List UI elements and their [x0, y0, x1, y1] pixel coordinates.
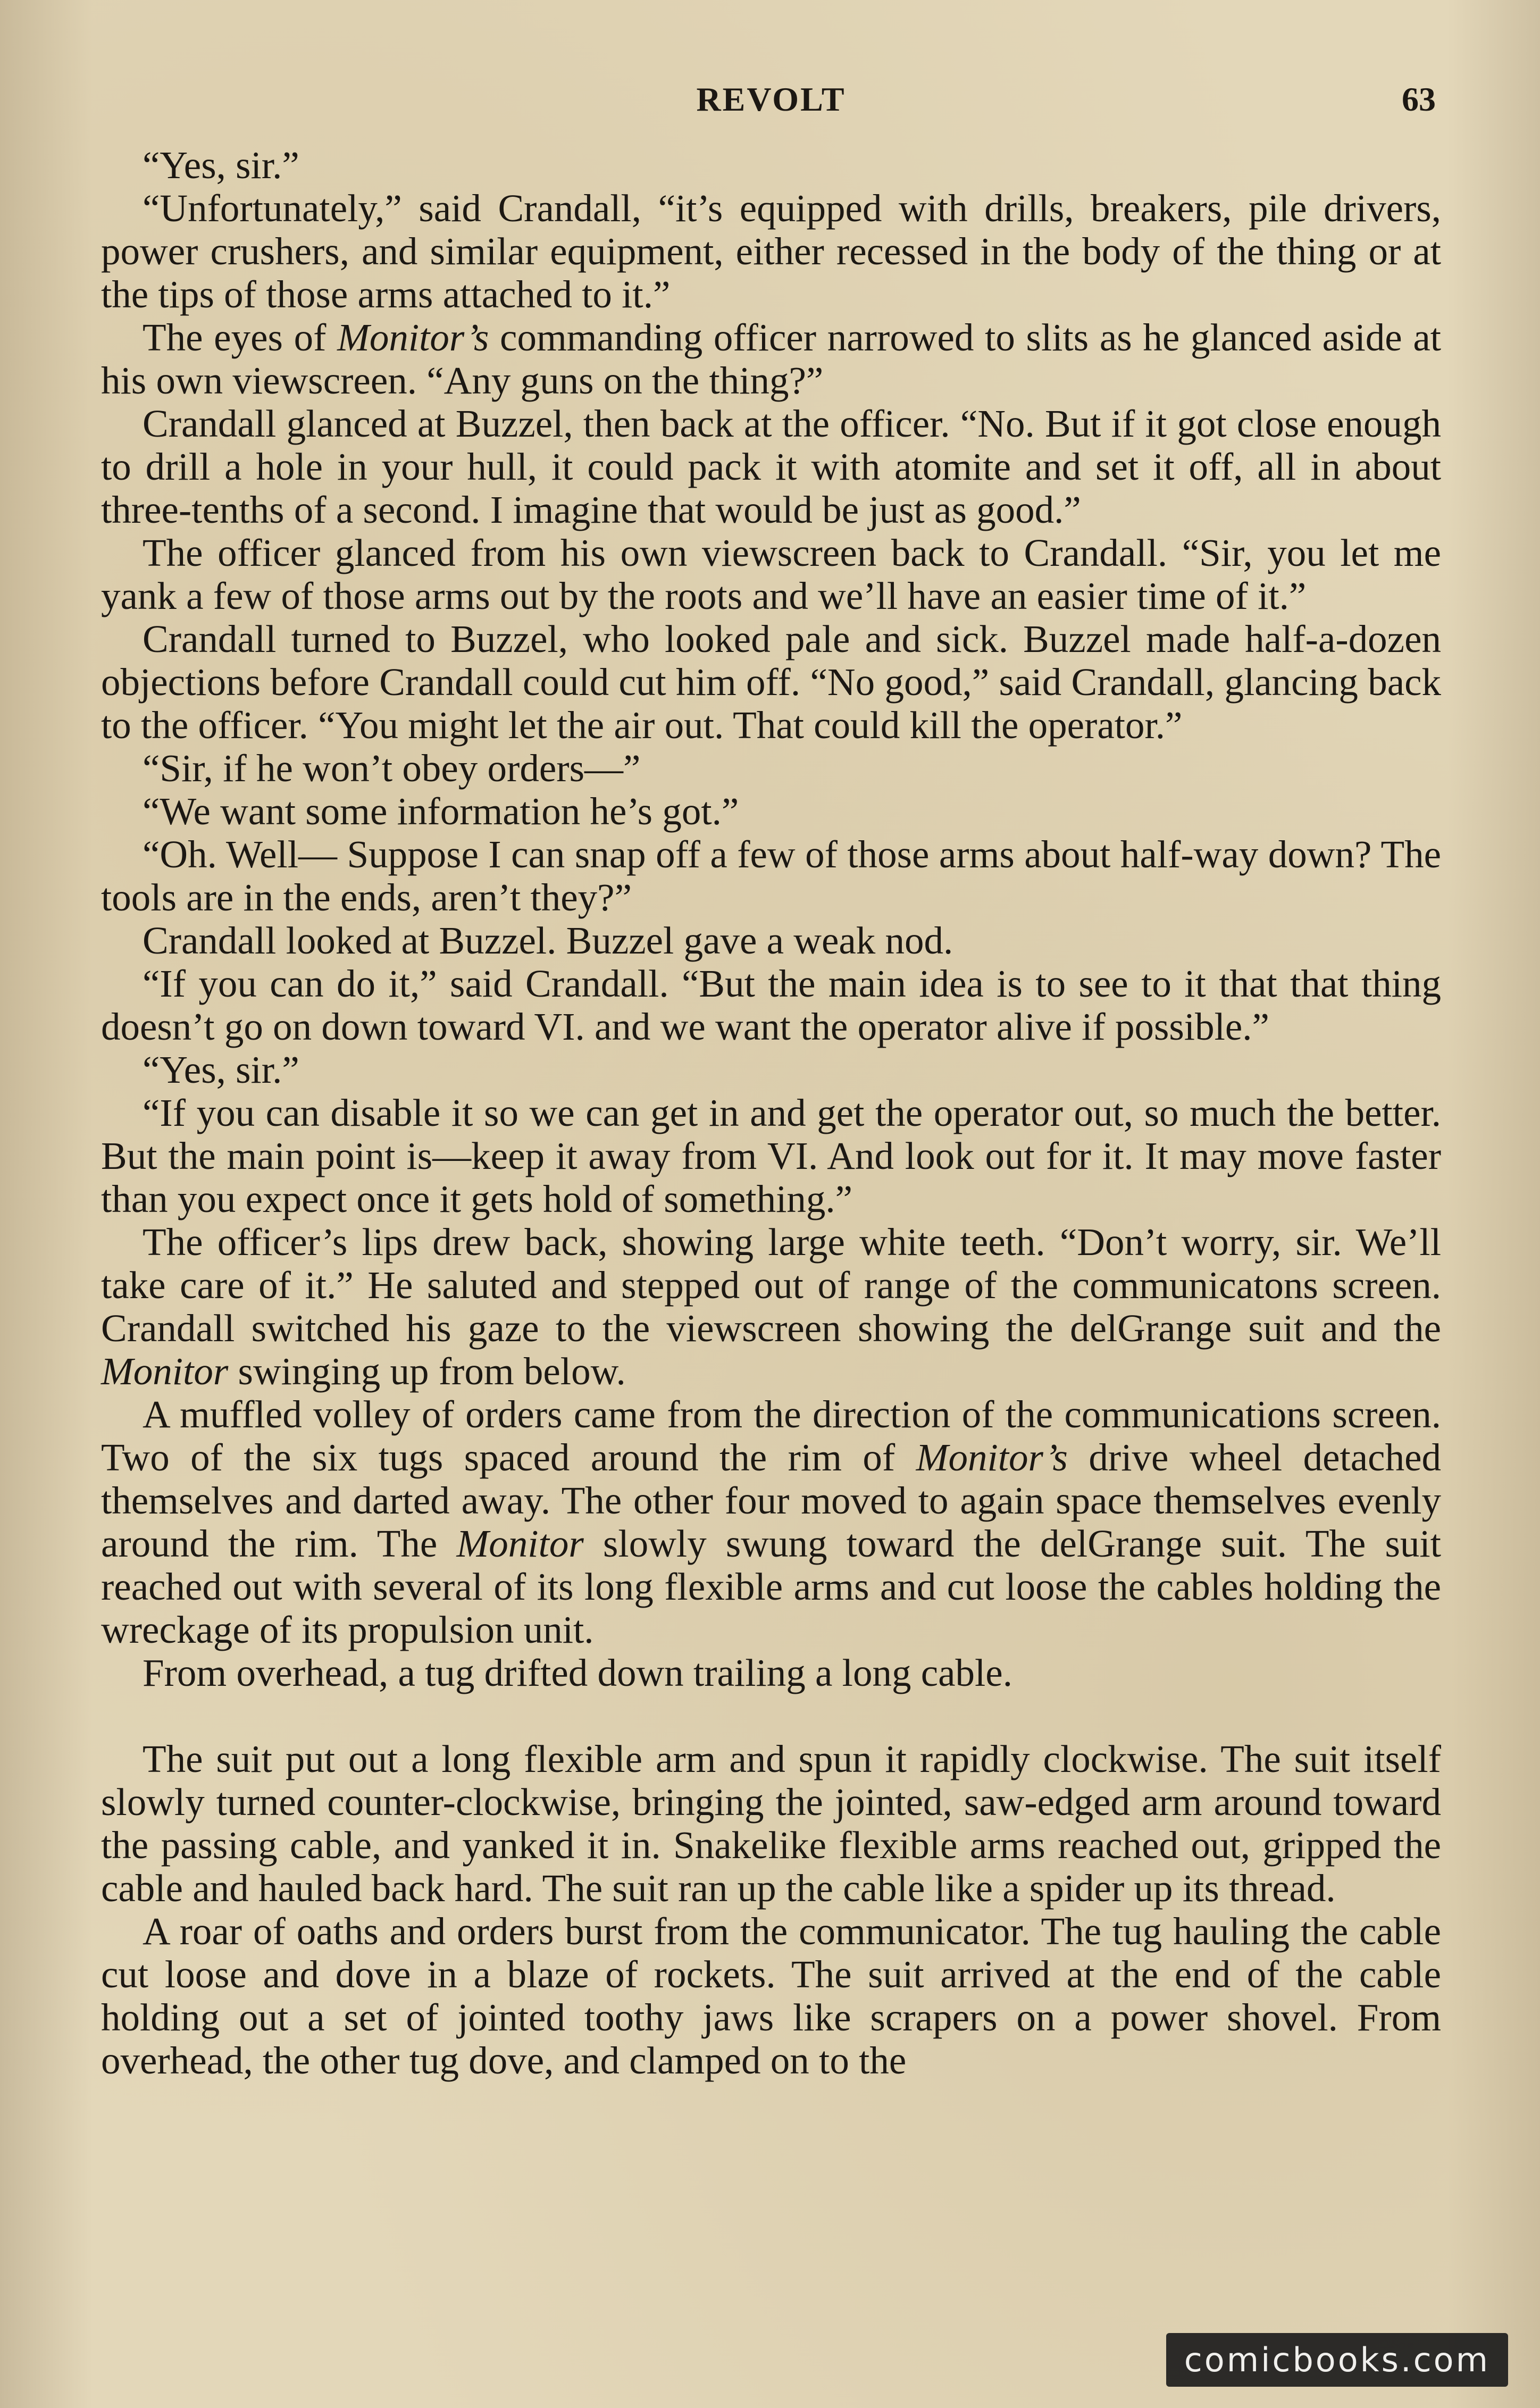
- paragraph: [101, 1393, 1441, 1651]
- text-run: drive wheel detached themselves and darted away. The other four moved to again space themselves evenly around the rim. The: [101, 1436, 1441, 1565]
- text-run: Crandall looked at Buzzel. Buzzel gave a weak nod.: [143, 919, 953, 962]
- paragraph: [101, 747, 1441, 790]
- paragraph: [101, 1220, 1441, 1393]
- text-run: Crandall glanced at Buzzel, then back at the officer. “No. But if it got close enough to drill a hole in your hull, it could pack it with atomite and set it off, all in about three-tenths of a second. I imagine that would be just as good.”: [101, 402, 1441, 531]
- text-run: The officer glanced from his own viewscreen back to Crandall. “Sir, you let me yank a few of those arms out by the roots and we’ll have an easier time of it.”: [101, 531, 1441, 617]
- text-run: swinging up from below.: [228, 1350, 626, 1393]
- text-run: A muffled volley of orders came from the direction of the communications screen. Two of the six tugs spaced around the rim of: [101, 1393, 1441, 1479]
- text-run: “If you can do it,” said Crandall. “But the main idea is to see to it that that thing doesn’t go on down toward VI. and we want the operator alive if possible.”: [101, 962, 1441, 1048]
- paragraph: [101, 402, 1441, 531]
- paragraph: [101, 1091, 1441, 1220]
- text-run: “Unfortunately,” said Crandall, “it’s equipped with drills, breakers, pile drivers, power crushers, and similar equipment, either recessed in the body of the thing or at the tips of those arms attached to it.”: [101, 187, 1441, 316]
- paragraph: [101, 962, 1441, 1048]
- paragraph: [101, 919, 1441, 962]
- paragraph: [101, 144, 1441, 187]
- paragraph: [101, 1910, 1441, 2082]
- italic-text: Monitor’s: [337, 316, 489, 359]
- paragraph: [101, 316, 1441, 402]
- text-run: A roar of oaths and orders burst from the communicator. The tug hauling the cable cut loose and dove in a blaze of rockets. The suit arrived at the end of the cable holding out a set of jointed toothy jaws like scrapers on a power shovel. From overhead, the other tug dove, and clamped on to the: [101, 1910, 1441, 2082]
- text-run: “If you can disable it so we can get in and get the operator out, so much the better. But the main point is—keep it away from VI. And look out for it. It may move faster than you expect once it gets hold of something.”: [101, 1091, 1441, 1220]
- text-run: slowly swung toward the delGrange suit. The suit reached out with several of its long flexible arms and cut loose the cables holding the wreckage of its propulsion unit.: [101, 1522, 1441, 1651]
- paragraph: [101, 1737, 1441, 1910]
- page-header: [101, 80, 1441, 128]
- site-watermark: comicbooks.com: [1166, 2333, 1508, 2387]
- text-run: The eyes of: [143, 316, 338, 359]
- text-run: The officer’s lips drew back, showing large white teeth. “Don’t worry, sir. We’ll take care of it.” He saluted and stepped out of range of the communicatons screen. Crandall switched his gaze to the viewscreen showing the delGrange suit and the: [101, 1220, 1441, 1350]
- text-run: “Oh. Well— Suppose I can snap off a few of those arms about half-way down? The tools are in the ends, aren’t they?”: [101, 833, 1441, 919]
- paragraph: [101, 1048, 1441, 1091]
- text-run: “Yes, sir.”: [143, 144, 299, 187]
- paragraph: [101, 1651, 1441, 1694]
- text-run: The suit put out a long flexible arm and spun it rapidly clockwise. The suit itself slowly turned counter-clockwise, bringing the jointed, saw-edged arm around toward the passing cable, and yanked it in. Snakelike flexible arms reached out, gripped the cable and hauled back hard. The suit ran up the cable like a spider up its thread.: [101, 1737, 1441, 1910]
- paragraph: [101, 531, 1441, 617]
- page-number: 63: [1402, 80, 1436, 118]
- text-run: “We want some information he’s got.”: [143, 790, 739, 833]
- paragraph: [101, 833, 1441, 919]
- text-run: “Yes, sir.”: [143, 1048, 299, 1091]
- paragraph: [101, 187, 1441, 316]
- running-title: REVOLT: [696, 80, 846, 118]
- paragraph: [101, 617, 1441, 747]
- text-run: From overhead, a tug drifted down trailing a long cable.: [143, 1651, 1012, 1694]
- italic-text: Monitor: [456, 1522, 584, 1565]
- text-run: “Sir, if he won’t obey orders—”: [143, 747, 641, 790]
- text-run: Crandall turned to Buzzel, who looked pale and sick. Buzzel made half-a-dozen objections before Crandall could cut him off. “No good,” said Crandall, glancing back to the officer. “You might let the air out. That could kill the operator.”: [101, 617, 1441, 747]
- text-run: commanding officer narrowed to slits as he glanced aside at his own viewscreen. “Any guns on the thing?”: [101, 316, 1441, 402]
- body-text: [101, 144, 1441, 2082]
- paragraph: [101, 790, 1441, 833]
- italic-text: Monitor: [101, 1350, 229, 1393]
- italic-text: Monitor’s: [916, 1436, 1068, 1479]
